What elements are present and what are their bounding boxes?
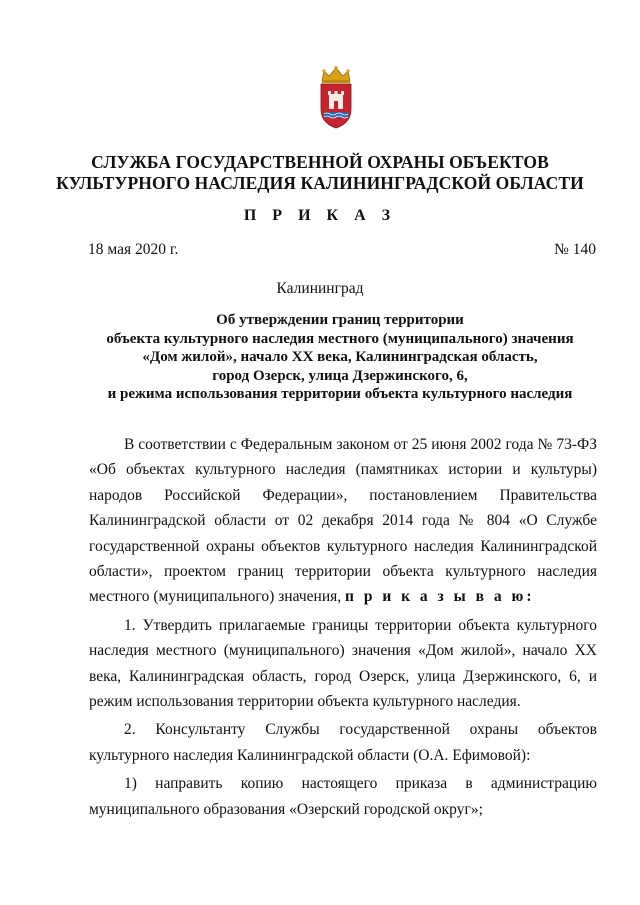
organization-name-line2: КУЛЬТУРНОГО НАСЛЕДИЯ КАЛИНИНГРАДСКОЙ ОБЛАСТИ <box>56 173 584 193</box>
item-2-paragraph: 2. Консультанту Службы государственной охраны объектов культурного наследия Калининградской области (О.А. Ефимовой): <box>89 721 597 764</box>
city-name: Калининград <box>276 280 364 297</box>
item-2-1-paragraph: 1) направить копию настоящего приказа в администрацию муниципального образования «Озерский городской округ»; <box>89 775 597 818</box>
item-1-paragraph: 1. Утвердить прилагаемые границы территории объекта культурного наследия местного (муниципального) значения «Дом жилой», начало XX века, Калининградская область, город Озерск, улица Дзержинского, 6, и режим использования территории объекта культурного наследия. <box>89 616 597 711</box>
document-type-title: П Р И К А З <box>243 207 397 224</box>
order-date: 18 мая 2020 г. <box>88 241 179 258</box>
order-subject <box>60 311 620 404</box>
order-number: № 140 <box>554 241 596 258</box>
orders-word: п р и к а з ы в а ю: <box>345 588 535 606</box>
subject-line: «Дом жилой», начало XX века, Калининградская область, <box>142 349 538 365</box>
subject-line: объекта культурного наследия местного (муниципального) значения <box>106 330 574 347</box>
coat-of-arms-icon <box>316 65 356 131</box>
subject-line: город Озерск, улица Дзержинского, 6, <box>212 367 468 384</box>
preamble-text: В соответствии с Федеральным законом от 25 июня 2002 года № 73-ФЗ «Об объектах культурного наследия (памятниках истории и культуры) народов Российской Федерации», постановлением Правительства Калининградской области от 02 декабря 2014 года № 804 «О Службе государственной охраны объектов культурного наследия Калининградской области», проектом границ территории объекта культурного наследия местного (муниципального) значения, <box>89 436 597 606</box>
order-body <box>89 432 597 822</box>
preamble-paragraph <box>89 432 597 610</box>
subject-line: и режима использования территории объекта культурного наследия <box>107 386 573 402</box>
subject-line: Об утверждении границ территории <box>216 312 464 328</box>
organization-name-line1: СЛУЖБА ГОСУДАРСТВЕННОЙ ОХРАНЫ ОБЪЕКТОВ <box>91 152 549 172</box>
